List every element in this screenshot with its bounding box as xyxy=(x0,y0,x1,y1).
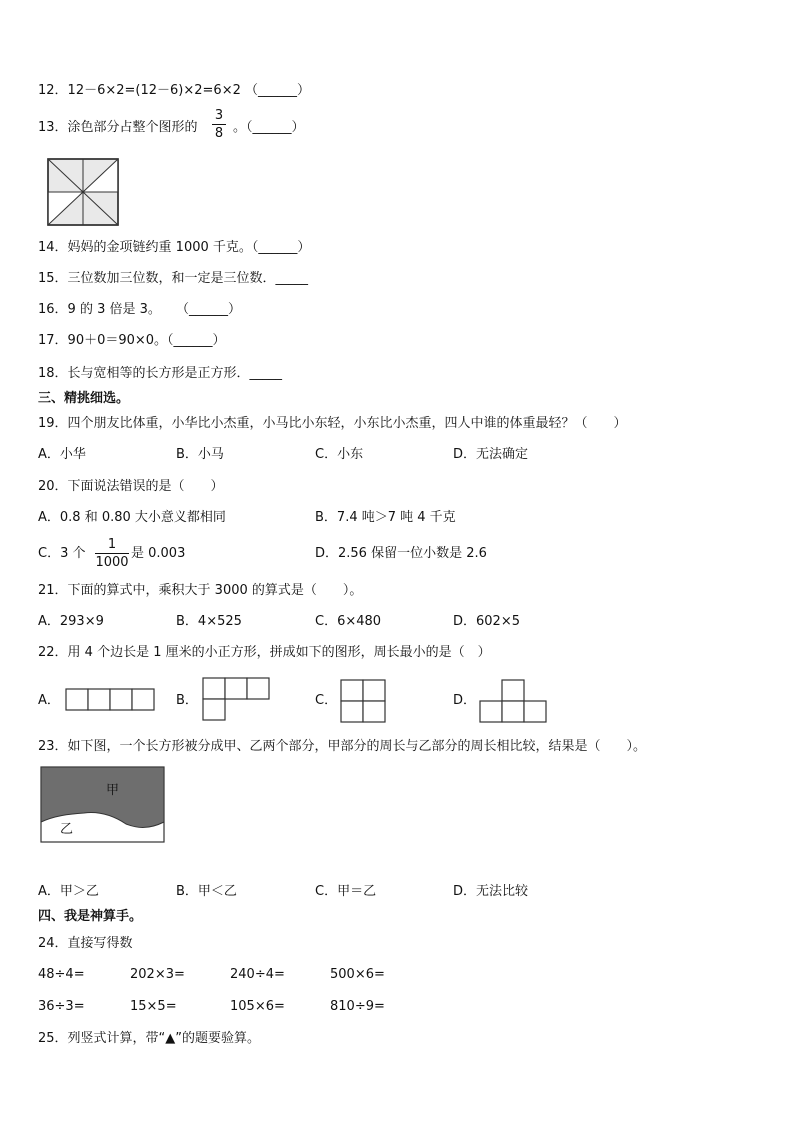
option-c-label: C． xyxy=(315,693,338,708)
option-c: C．甲＝乙 xyxy=(315,884,377,899)
calc-item: 15×5= xyxy=(130,999,177,1014)
shape-c-square xyxy=(340,679,386,723)
option-c: C．3 个 xyxy=(38,546,86,561)
question-13-suffix: 。（______） xyxy=(233,120,305,135)
option-b: B．7.4 吨＞7 吨 4 千克 xyxy=(315,510,456,525)
question-25: 25．列竖式计算，带“▲”的题要验算。 xyxy=(38,1031,261,1046)
region-label-yi: 乙 xyxy=(60,822,74,837)
rectangle-split-figure xyxy=(40,766,166,844)
section-3-heading: 三、精挑细选。 xyxy=(38,391,130,406)
option-a: A．小华 xyxy=(38,447,86,462)
question-17: 17．90＋0＝90×0。（______） xyxy=(38,333,226,348)
calc-item: 105×6= xyxy=(230,999,285,1014)
shape-d-t-shape xyxy=(479,679,549,723)
option-d: D．无法比较 xyxy=(453,884,529,899)
calc-item: 810÷9= xyxy=(330,999,385,1014)
shape-a-four-in-row xyxy=(65,688,155,712)
shape-b-l-shape xyxy=(202,677,272,722)
fraction-denominator: 1000 xyxy=(95,555,129,570)
question-18: 18．长与宽相等的长方形是正方形．_____ xyxy=(38,366,283,381)
fraction-three-eighths xyxy=(212,108,226,141)
option-a-label: A． xyxy=(38,693,60,708)
fraction-one-thousandth xyxy=(95,537,129,570)
calc-item: 36÷3= xyxy=(38,999,85,1014)
calc-item: 48÷4= xyxy=(38,967,85,982)
option-d: D．2.56 保留一位小数是 2.6 xyxy=(315,546,487,561)
question-15: 15．三位数加三位数，和一定是三位数．_____ xyxy=(38,271,309,286)
question-21: 21．下面的算式中，乘积大于 3000 的算式是（ ）。 xyxy=(38,583,363,598)
option-d-label: D． xyxy=(453,693,477,708)
square-eight-triangles-figure xyxy=(47,158,119,226)
option-b: B．甲＜乙 xyxy=(176,884,237,899)
answer-paren: （______） xyxy=(245,83,311,98)
option-a: A．甲＞乙 xyxy=(38,884,99,899)
fraction-numerator: 1 xyxy=(107,537,117,552)
question-24: 24．直接写得数 xyxy=(38,936,133,951)
calc-item: 240÷4= xyxy=(230,967,285,982)
calc-item: 500×6= xyxy=(330,967,385,982)
question-14: 14．妈妈的金项链约重 1000 千克。（______） xyxy=(38,240,311,255)
question-13: 13．涂色部分占整个图形的 xyxy=(38,120,198,135)
option-d: D．无法确定 xyxy=(453,447,529,462)
option-d: D．602×5 xyxy=(453,614,520,629)
question-23: 23．如下图，一个长方形被分成甲、乙两个部分，甲部分的周长与乙部分的周长相比较，结果是（ ）。 xyxy=(38,739,647,754)
option-a: A．0.8 和 0.80 大小意义都相同 xyxy=(38,510,226,525)
question-19: 19．四个朋友比体重，小华比小杰重，小马比小东轻，小东比小杰重，四人中谁的体重最轻？（ ） xyxy=(38,416,627,431)
answer-paren: （______） xyxy=(176,302,242,317)
option-b: B．4×525 xyxy=(176,614,242,629)
option-b: B．小马 xyxy=(176,447,224,462)
fraction-numerator: 3 xyxy=(214,108,224,123)
question-22: 22．用 4 个边长是 1 厘米的小正方形，拼成如下的图形，周长最小的是（ ） xyxy=(38,645,491,660)
region-label-jia: 甲 xyxy=(106,783,120,798)
option-c: C．小东 xyxy=(315,447,364,462)
question-20: 20．下面说法错误的是（ ） xyxy=(38,479,224,494)
fraction-denominator: 8 xyxy=(214,126,224,141)
question-16: 16．9 的 3 倍是 3。 xyxy=(38,302,161,317)
question-12: 12．12－6×2=(12－6)×2=6×2 xyxy=(38,83,241,98)
option-b-label: B． xyxy=(176,693,198,708)
calc-item: 202×3= xyxy=(130,967,185,982)
option-c-suffix: 是 0.003 xyxy=(131,546,186,561)
section-4-heading: 四、我是神算手。 xyxy=(38,909,143,924)
option-c: C．6×480 xyxy=(315,614,382,629)
option-a: A．293×9 xyxy=(38,614,104,629)
